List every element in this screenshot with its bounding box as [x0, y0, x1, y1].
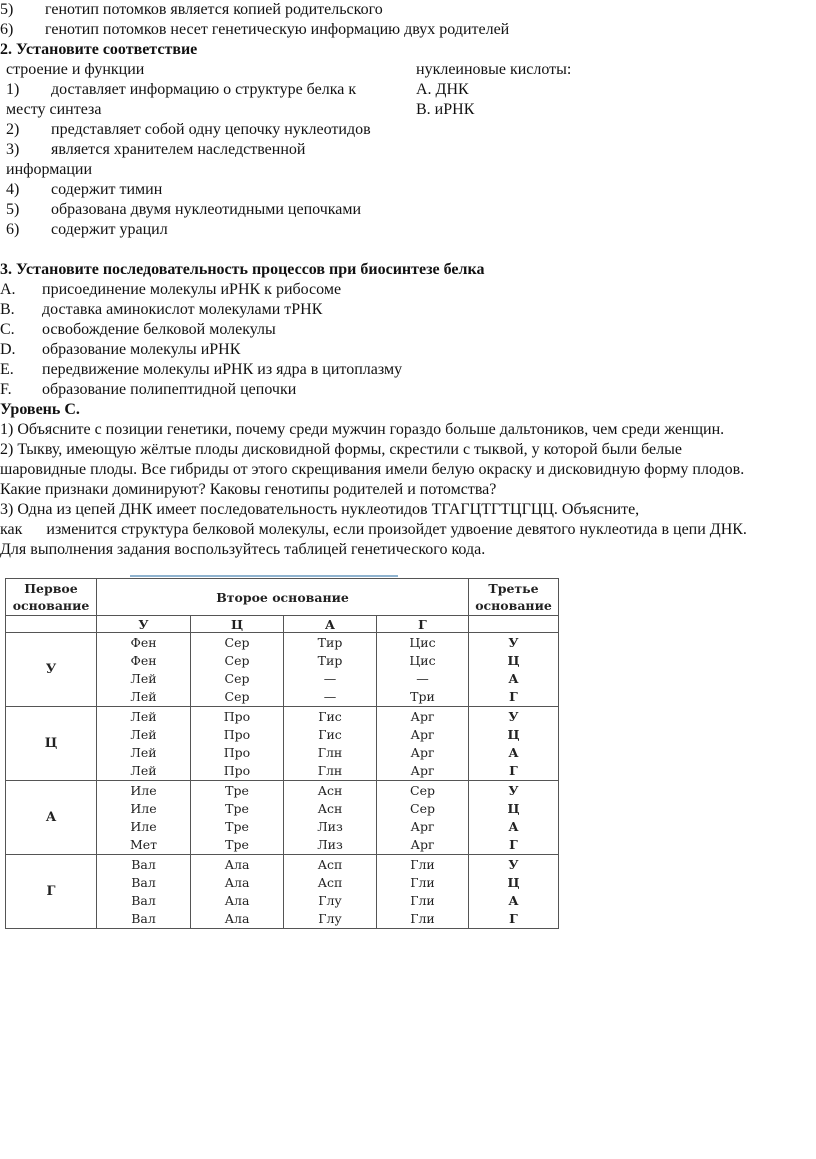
amino-acid-cell: Асн Асн Лиз Лиз [284, 781, 377, 855]
level-c-line: 2) Тыкву, имеющую жёлтые плоды дисковидной формы, скрестили с тыквой, у которой были белые [0, 441, 682, 458]
second-base-label: Ц [191, 616, 284, 633]
header-third-base: Третье основание [469, 579, 559, 616]
second-base-label: У [97, 616, 191, 633]
second-base-label: А [284, 616, 377, 633]
genetic-code-table [5, 578, 559, 929]
amino-acid-cell: Тре Тре Тре Тре [191, 781, 284, 855]
task3-item: E. передвижение молекулы иРНК из ядра в цитоплазму [0, 361, 403, 378]
amino-acid-cell: Иле Иле Иле Мет [97, 781, 191, 855]
task3-item: F. образование полипептидной цепочки [0, 381, 297, 398]
task2-item: 6) содержит урацил [6, 221, 168, 238]
task3-title: 3. Установите последовательность процессов при биосинтезе белка [0, 261, 485, 278]
amino-acid-cell: Лей Лей Лей Лей [97, 707, 191, 781]
task2-item: 2) представляет собой одну цепочку нуклеотидов [6, 121, 371, 138]
amino-acid-cell: Гли Гли Гли Гли [377, 855, 469, 929]
task2-item: 5) образована двумя нуклеотидными цепочками [6, 201, 362, 218]
amino-acid-cell: Вал Вал Вал Вал [97, 855, 191, 929]
amino-acid-cell: Ала Ала Ала Ала [191, 855, 284, 929]
task3-item: B. доставка аминокислот молекулами тРНК [0, 301, 323, 318]
codon-group-row [6, 855, 559, 929]
level-c-line: Какие признаки доминируют? Каковы генотипы родителей и потомства? [0, 481, 497, 498]
codon-group-row [6, 781, 559, 855]
task2-left-header: строение и функции [6, 61, 145, 78]
decorative-blue-rule [130, 575, 398, 577]
amino-acid-cell: Фен Фен Лей Лей [97, 633, 191, 707]
first-base-label: У [6, 633, 97, 707]
task2-option-a: А. ДНК [416, 81, 469, 98]
amino-acid-cell: Арг Арг Арг Арг [377, 707, 469, 781]
codon-group-row [6, 633, 559, 707]
header-first-base: Первое основание [6, 579, 97, 616]
third-base-cell: У Ц А Г [469, 781, 559, 855]
task3-item: A. присоединение молекулы иРНК к рибосоме [0, 281, 342, 298]
task2-item-cont: месту синтеза [6, 101, 102, 118]
amino-acid-cell: Тир Тир — — [284, 633, 377, 707]
intro-item: 5) генотип потомков является копией родительского [0, 1, 383, 18]
third-base-cell: У Ц А Г [469, 633, 559, 707]
header-second-base: Второе основание [97, 579, 469, 616]
level-c-line: 1) Объясните с позиции генетики, почему среди мужчин гораздо больше дальтоников, чем среди женщин. [0, 421, 725, 438]
amino-acid-cell: Цис Цис — Три [377, 633, 469, 707]
codon-group-row [6, 707, 559, 781]
task2-right-header: нуклеиновые кислоты: [416, 61, 572, 78]
intro-item: 6) генотип потомков несет генетическую информацию двух родителей [0, 21, 510, 38]
level-c-line: шаровидные плоды. Все гибриды от этого скрещивания имели белую окраску и дисковидную форму плодов. [0, 461, 745, 478]
amino-acid-cell: Про Про Про Про [191, 707, 284, 781]
second-base-label: Г [377, 616, 469, 633]
task2-item: 3) является хранителем наследственной [6, 141, 306, 158]
first-base-label: Ц [6, 707, 97, 781]
task2-item-cont: информации [6, 161, 93, 178]
amino-acid-cell: Гис Гис Глн Глн [284, 707, 377, 781]
level-c-line: Для выполнения задания воспользуйтесь таблицей генетического кода. [0, 541, 486, 558]
first-base-label: А [6, 781, 97, 855]
task2-option-b: В. иРНК [416, 101, 475, 118]
task2-title: 2. Установите соответствие [0, 41, 198, 58]
third-base-cell: У Ц А Г [469, 707, 559, 781]
amino-acid-cell: Сер Сер Сер Сер [191, 633, 284, 707]
task2-item: 1) доставляет информацию о структуре белка к [6, 81, 357, 98]
amino-acid-cell: Асп Асп Глу Глу [284, 855, 377, 929]
level-c-title: Уровень С. [0, 401, 80, 418]
task3-item: C. освобождение белковой молекулы [0, 321, 276, 338]
task3-item: D. образование молекулы иРНК [0, 341, 241, 358]
third-base-cell: У Ц А Г [469, 855, 559, 929]
level-c-line: 3) Одна из цепей ДНК имеет последовательность нуклеотидов ТГАГЦТГТЦГЦЦ. Объясните, [0, 501, 640, 518]
amino-acid-cell: Сер Сер Арг Арг [377, 781, 469, 855]
first-base-label: Г [6, 855, 97, 929]
task2-item: 4) содержит тимин [6, 181, 163, 198]
level-c-line: как изменится структура белковой молекулы, если произойдет удвоение девятого нуклеотида в цепи ДНК. [0, 521, 747, 538]
